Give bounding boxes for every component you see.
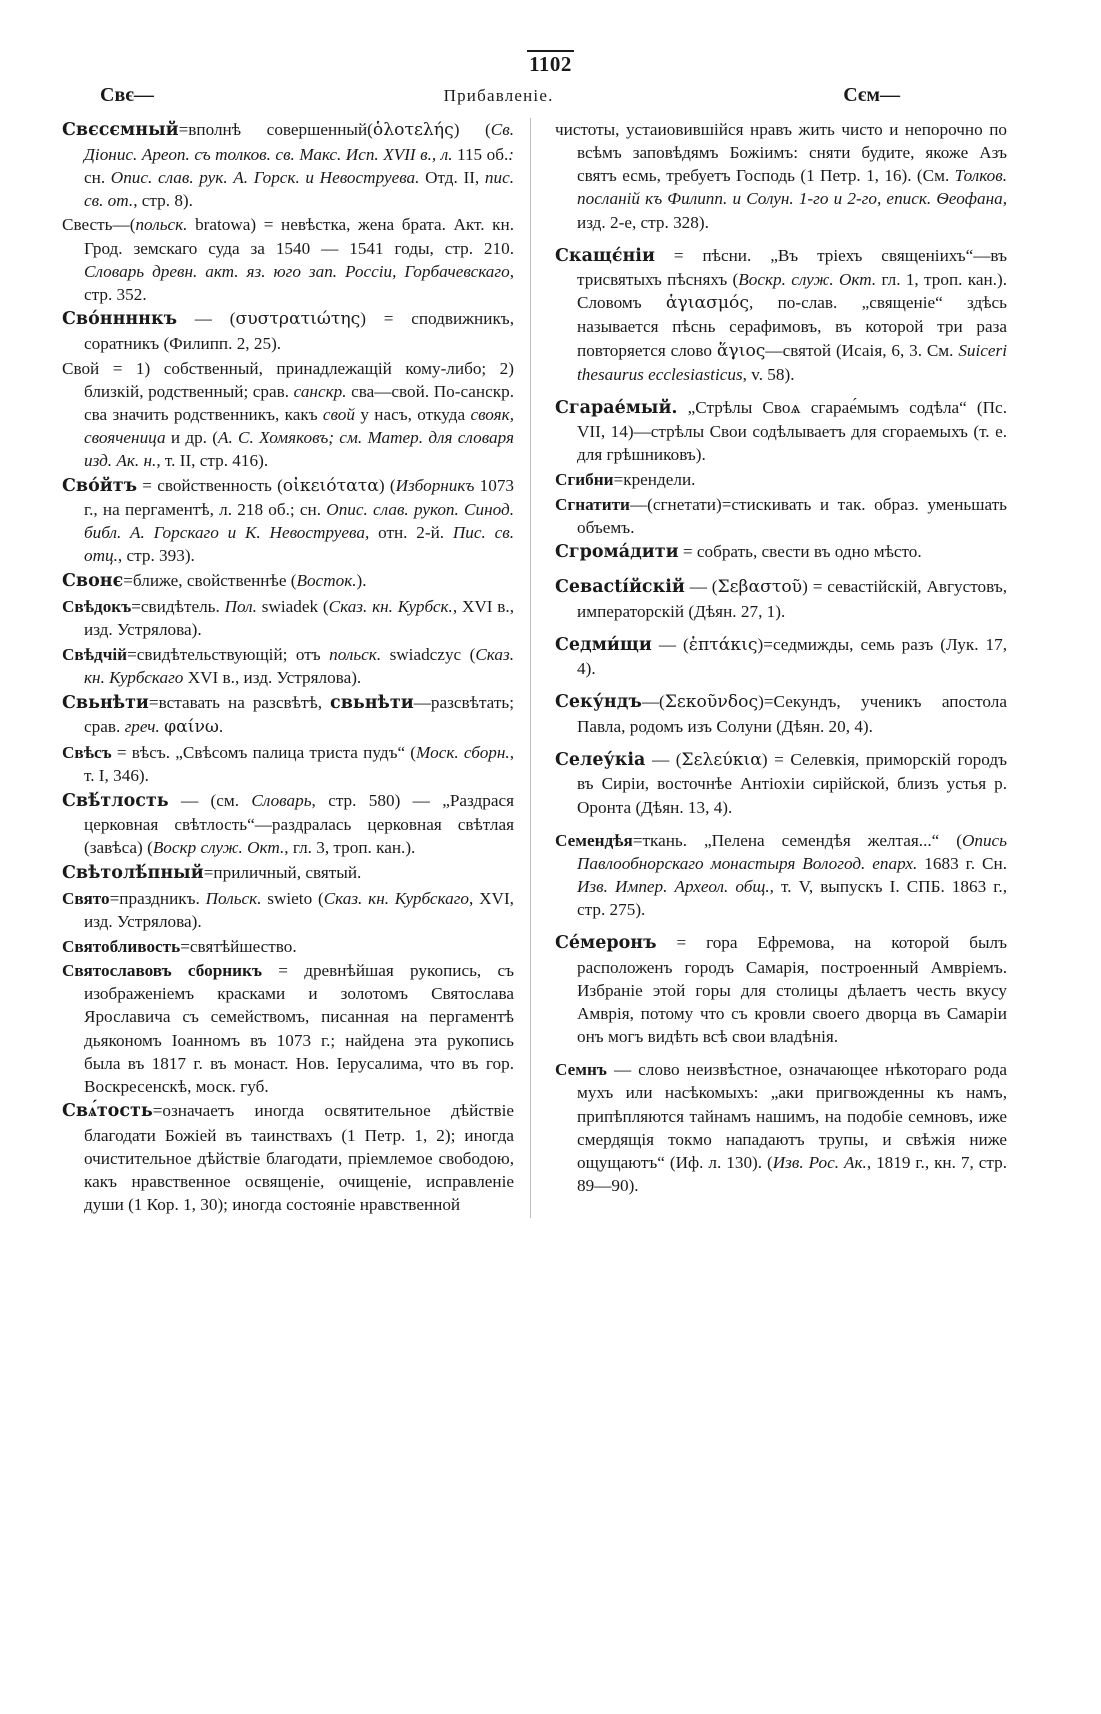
page-number [0,52,1101,77]
dictionary-entry: Свесть—(польск. bratowa) = невѣстка, жена брата. Акт. кн. Грод. земскаго суда за 1540 — 1541 годы, стр. 210. Словарь древн. акт. яз. юго зап. Россiи, Горбачевскаго, стр. 352. [62,215,514,304]
dictionary-entry: Сгарае́мый. „Стрѣлы Своѧ сгарае́мымъ содѣла“ (Пс. VII, 14)—стрѣлы Свои содѣлываетъ для сгораемыхъ (т. е. для грѣшниковъ). [555,397,1007,465]
dictionary-entry: Сгибни=крендели. [555,470,696,490]
dictionary-entry: Севасtíйскiй — (Σεβαστοῦ) = севастiйскiй, Августовъ, императорскiй (Дѣян. 27, 1). [555,576,1007,621]
dictionary-entry: Свьнѣти=вставать на разсвѣтѣ, свьнѣти—разсвѣтать; срав. греч. φαίνω. [62,692,514,738]
dictionary-entry: Семендѣя=ткань. „Пелена семендѣя желтая...“ (Опись Павлообнорскаго монастыря Вологод. епарх. 1683 г. Сн. Изв. Импер. Археол. общ., т. V, выпускъ I. СПБ. 1863 г., стр. 275). [555,830,1007,920]
running-head-right-catchword: Сєм— [843,84,900,106]
dictionary-entry: чистоты, устаиовившiйся нравъ жить чисто и непорочно по всѣмъ заповѣдямъ Божiимъ: сняти будите, якоже Азъ святъ есмь, требуетъ Господь (1 Петр. 1, 16). (См. Толков. посланiй къ Филипп. и Солун. 1-го и 2-го, еписк. Ѳеофана, изд. 2-е, стр. 328). [555,120,1007,232]
page-number-value: 1102 [529,52,572,76]
dictionary-entry: Свѣтолѣ́пный=приличный, святый. [62,862,362,883]
left-column [62,118,531,1218]
running-head-title: Прибавленiе. [443,86,554,105]
dictionary-entry: Свято=праздникъ. Польск. swieto (Сказ. кн. Курбскаго, XVI, изд. Устрялова). [62,888,514,931]
dictionary-entry: Свонє=ближе, свойственнѣе (Восток.). [62,571,367,592]
running-head-left-catchword: Свє— [100,84,154,106]
right-column [531,118,1007,1218]
dictionary-entry: Седми́щи — (ἑπτάκις)=седмижды, семь разъ (Лук. 17, 4). [555,634,1007,679]
running-head [100,84,900,107]
dictionary-entry: Скащє́нiи = пѣсни. „Въ трiехъ священiихъ“—въ трисвятыхъ пѣсняхъ (Воскр. служ. Окт. гл. 1, троп. кан.). Словомъ ἁγιασμός, по-слав. „священiе“ здѣсь называется пѣснь серафимовъ, въ которой три раза повторяется слово ἅγιος—святой (Исаiя, 6, 3. См. Suiceri thesaurus ecclesiasticus, v. 58). [555,245,1008,384]
dictionary-entry: Свєсємный=вполнѣ совершенный(ὁλοτελής) (Св. Дiонис. Ареоп. съ толков. св. Макс. Исп. XVII в., л. 115 об.: сн. Опис. слав. рук. А. Горск. и Невоструева. Отд. II, пис. св. от., стр. 8). [62,120,515,210]
dictionary-entry: Свѣдокъ=свидѣтель. Пол. swiadek (Сказ. кн. Курбск., XVI в., изд. Устрялова). [62,597,515,640]
dictionary-entry: Свѣдчiй=свидѣтельствующiй; отъ польск. swiadczyc (Сказ. кн. Курбскаго XVI в., изд. Устрялова). [62,644,514,687]
dictionary-entry: Сво́йтъ = свойственность (οἰκειότατα) (Изборникъ 1073 г., на пергаментѣ, л. 218 об.; сн. Опис. слав. рукоп. Синод. библ. А. Горскаго и К. Невоструева, отн. 2-й. Пис. св. отц., стр. 393). [62,475,515,566]
dictionary-entry: Святославовъ сборникъ = древнѣйшая рукопись, съ изображенiемъ красками и золотомъ Святослава Ярославича съ семействомъ, писанная на пергаментѣ дьякономъ Iоанномъ въ 1073 г.; найдена эта рукопись была въ 1817 г. въ монаст. Нов. Iерусалима, что въ гор. Воскресенскѣ, моск. губ. [62,961,515,1096]
dictionary-entry: Секу́ндъ—(Σεκοῦνδος)=Секундъ, ученикъ апостола Павла, родомъ изъ Солуни (Дѣян. 20, 4). [555,692,1007,736]
dictionary-entry: Сгрома́дити = собрать, свести въ одно мѣсто. [555,542,922,563]
dictionary-entry: Се́меронъ = гора Ефремова, на которой былъ расположенъ городъ Самарiя, построенный Амврiемъ. Избранiе этой горы для столицы дѣлаетъ честь вкусу Амврiя, потому что съ кровли своего дворца въ Самарiи онъ могъ видѣть всѣ свои владѣнiя. [555,933,1007,1047]
dictionary-entry: Сгнатити—(сгнетати)=стискивать и так. образ. уменьшать объемъ. [555,494,1007,537]
dictionary-entry: Святобливость=святѣйшество. [62,936,297,956]
dictionary-entry: Свѧ́тость=означаетъ иногда освятительное дѣйствiе благодати Божiей въ таинствахъ (1 Петр. 1, 2); иногда очистительное дѣйствiе благодати, прiемлемое свободою, какъ нравственное освященiе, очищенiе, исправленiе души (1 Кор. 1, 30); иногда состоянiе нравственной [62,1101,514,1215]
dictionary-entry: Семнъ — слово неизвѣстное, означающее нѣкотораго рода мухъ или насѣкомыхъ: „аки пригвожденны къ намъ, припѣпляются тайнамъ нашимъ, на подобiе семновъ, иже смердящiя токмо нападаютъ трупы, и свѣжiя ниже ощущаютъ“ (Иф. л. 130). (Изв. Рос. Ак., 1819 г., кн. 7, стр. 89—90). [555,1060,1007,1195]
dictionary-entry: Свѣсъ = вѣсъ. „Свѣсомъ палица триста пудъ“ (Моск. сборн., т. I, 346). [62,742,514,785]
dictionary-entry: Сво́ннннкъ — (συστρατιώτης) = сподвижникъ, соратникъ (Филипп. 2, 25). [62,309,514,353]
dictionary-entry: Свой = 1) собственный, принадлежащiй кому-либо; 2) близкiй, родственный; срав. санскр. сва—свой. По-санскр. сва значить родственникъ, какъ свой у насъ, откуда свояк, свояченица и др. (А. С. Хомяковъ; см. Матер. для словаря изд. Ак. н., т. II, стр. 416). [62,358,514,471]
dictionary-entry: Свѣ́тлость — (см. Словарь, стр. 580) — „Раздрася церковная свѣтлость“—раздралась церковная свѣтлая (завѣса) (Воскр служ. Окт., гл. 3, троп. кан.). [62,790,515,858]
two-column-body [62,118,1042,1218]
dictionary-entry: Селеу́кiа — (Σελεύκια) = Селевкiя, приморскiй городъ въ Сирiи, восточнѣе Антiохiи сирiйской, близъ устья р. Оронта (Дѣян. 13, 4). [555,749,1007,817]
